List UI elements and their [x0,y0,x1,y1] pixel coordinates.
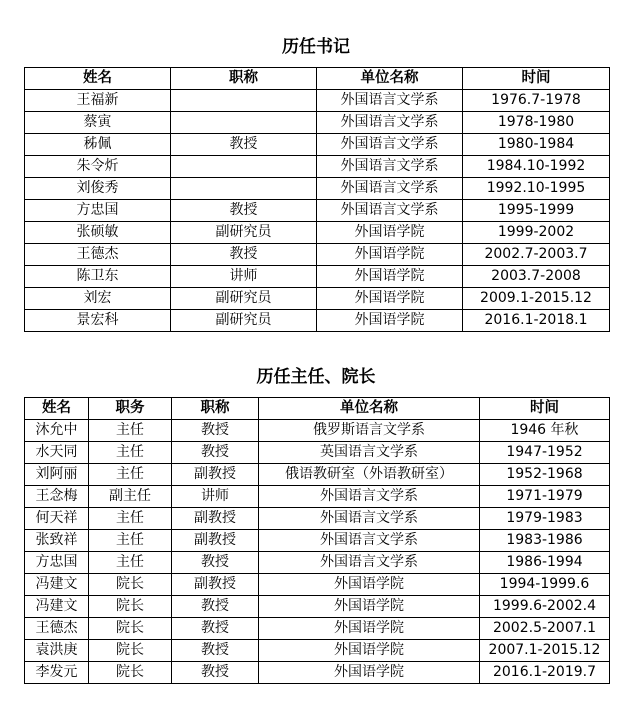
table1-title: 历任书记 [282,37,350,57]
cell-name: 张硕敏 [25,222,171,244]
table-row [25,288,610,310]
cell-title: 教授 [172,618,259,640]
cell-unit: 外国语学院 [317,266,463,288]
table-row [25,134,610,156]
cell-unit: 外国语学院 [317,288,463,310]
cell-name: 方忠国 [25,552,89,574]
cell-period: 1995-1999 [463,200,610,222]
cell-title: 教授 [172,662,259,684]
table-header-row [25,398,610,420]
cell-name: 刘阿丽 [25,464,89,486]
cell-period: 1947-1952 [480,442,610,464]
cell-period: 2007.1-2015.12 [480,640,610,662]
cell-position: 主任 [89,530,172,552]
cell-name: 方忠国 [25,200,171,222]
cell-period: 1994-1999.6 [480,574,610,596]
cell-position: 院长 [89,618,172,640]
cell-position: 院长 [89,640,172,662]
table-row [25,266,610,288]
cell-unit: 俄罗斯语言文学系 [259,420,480,442]
cell-position: 主任 [89,420,172,442]
table-row [25,442,610,464]
cell-name: 朱令炘 [25,156,171,178]
column-header-name: 姓名 [25,398,89,420]
cell-period: 1983-1986 [480,530,610,552]
cell-title: 副教授 [172,530,259,552]
table-row [25,552,610,574]
cell-title: 副研究员 [171,222,317,244]
table-row [25,200,610,222]
cell-period: 2009.1-2015.12 [463,288,610,310]
cell-period: 2016.1-2019.7 [480,662,610,684]
cell-unit: 外国语言文学系 [259,508,480,530]
cell-position: 院长 [89,662,172,684]
cell-unit: 外国语言文学系 [317,156,463,178]
cell-name: 陈卫东 [25,266,171,288]
table-row [25,640,610,662]
cell-unit: 英国语言文学系 [259,442,480,464]
cell-period: 1946 年秋 [480,420,610,442]
cell-unit: 外国语学院 [317,222,463,244]
cell-period: 1999.6-2002.4 [480,596,610,618]
cell-name: 水天同 [25,442,89,464]
cell-name: 沐允中 [25,420,89,442]
table-row [25,178,610,200]
cell-unit: 外国语言文学系 [317,90,463,112]
cell-period: 2016.1-2018.1 [463,310,610,332]
cell-unit: 外国语言文学系 [317,134,463,156]
cell-name: 王福新 [25,90,171,112]
column-header-title: 职称 [172,398,259,420]
table-row [25,596,610,618]
table-row [25,464,610,486]
cell-period: 1976.7-1978 [463,90,610,112]
cell-title: 教授 [171,244,317,266]
cell-unit: 外国语学院 [259,640,480,662]
cell-title: 教授 [172,420,259,442]
cell-name: 王德杰 [25,244,171,266]
cell-unit: 外国语言文学系 [259,552,480,574]
table-row [25,112,610,134]
cell-period: 1980-1984 [463,134,610,156]
cell-period: 1971-1979 [480,486,610,508]
cell-title: 讲师 [172,486,259,508]
secretaries-table [24,67,610,332]
column-header-unit: 单位名称 [259,398,480,420]
table-row [25,244,610,266]
table-row [25,662,610,684]
cell-position: 院长 [89,596,172,618]
cell-name: 刘宏 [25,288,171,310]
cell-unit: 外国语学院 [259,662,480,684]
cell-unit: 外国语言文学系 [259,530,480,552]
cell-period: 1999-2002 [463,222,610,244]
table-row [25,156,610,178]
column-header-unit: 单位名称 [317,68,463,90]
cell-unit: 外国语言文学系 [259,486,480,508]
cell-unit: 外国语言文学系 [317,200,463,222]
cell-title: 副研究员 [171,310,317,332]
table-row [25,530,610,552]
column-header-period: 时间 [463,68,610,90]
cell-period: 2002.5-2007.1 [480,618,610,640]
cell-unit: 俄语教研室（外语教研室） [259,464,480,486]
cell-position: 主任 [89,552,172,574]
cell-name: 袁洪庚 [25,640,89,662]
cell-period: 1978-1980 [463,112,610,134]
cell-period: 1952-1968 [480,464,610,486]
column-header-position: 职务 [89,398,172,420]
cell-position: 副主任 [89,486,172,508]
cell-name: 蔡寅 [25,112,171,134]
directors-deans-table [24,397,610,684]
cell-unit: 外国语言文学系 [317,112,463,134]
column-header-period: 时间 [480,398,610,420]
cell-period: 1984.10-1992 [463,156,610,178]
cell-title: 教授 [171,134,317,156]
cell-period: 1992.10-1995 [463,178,610,200]
cell-title: 教授 [171,200,317,222]
cell-unit: 外国语言文学系 [317,178,463,200]
table-row [25,90,610,112]
table-row [25,222,610,244]
cell-name: 秭佩 [25,134,171,156]
cell-period: 1986-1994 [480,552,610,574]
cell-title: 教授 [172,596,259,618]
table-row [25,508,610,530]
cell-name: 冯建文 [25,596,89,618]
cell-unit: 外国语学院 [317,244,463,266]
cell-unit: 外国语学院 [259,574,480,596]
cell-title: 讲师 [171,266,317,288]
cell-unit: 外国语学院 [317,310,463,332]
column-header-name: 姓名 [25,68,171,90]
cell-name: 景宏科 [25,310,171,332]
cell-name: 李发元 [25,662,89,684]
cell-position: 主任 [89,442,172,464]
cell-title: 副研究员 [171,288,317,310]
cell-title [171,90,317,112]
cell-name: 王念梅 [25,486,89,508]
cell-name: 何天祥 [25,508,89,530]
table-row [25,486,610,508]
cell-name: 张致祥 [25,530,89,552]
cell-title: 教授 [172,640,259,662]
cell-title: 教授 [172,552,259,574]
cell-title [171,178,317,200]
table-row [25,310,610,332]
cell-title: 副教授 [172,464,259,486]
cell-title: 副教授 [172,508,259,530]
cell-title: 教授 [172,442,259,464]
table-row [25,420,610,442]
cell-unit: 外国语学院 [259,596,480,618]
cell-period: 2002.7-2003.7 [463,244,610,266]
table-header-row [25,68,610,90]
table2-title: 历任主任、院长 [256,367,376,387]
cell-title: 副教授 [172,574,259,596]
column-header-title: 职称 [171,68,317,90]
cell-period: 2003.7-2008 [463,266,610,288]
cell-position: 院长 [89,574,172,596]
cell-position: 主任 [89,508,172,530]
cell-name: 刘俊秀 [25,178,171,200]
cell-period: 1979-1983 [480,508,610,530]
cell-position: 主任 [89,464,172,486]
table-row [25,618,610,640]
cell-unit: 外国语学院 [259,618,480,640]
table-row [25,574,610,596]
cell-name: 王德杰 [25,618,89,640]
cell-title [171,112,317,134]
cell-name: 冯建文 [25,574,89,596]
cell-title [171,156,317,178]
